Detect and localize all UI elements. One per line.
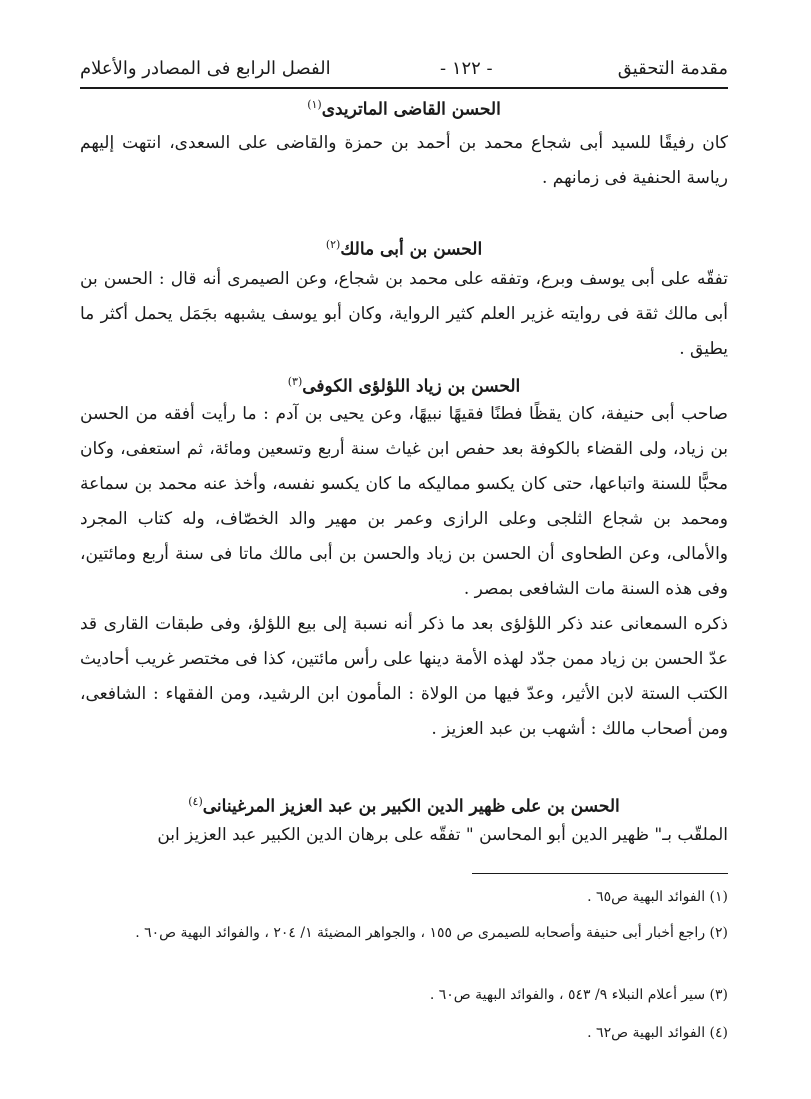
footnote-marker: (٤) (188, 795, 203, 808)
entry-paragraph: كان رفيقًا للسيد أبى شجاع محمد بن أحمد بن حمزة والقاضى على السعدى، انتهت إليهم رياسة الحنفية فى زمانهم . (80, 133, 728, 188)
footnote: (٤) الفوائد البهية ص٦٢ . (587, 1025, 728, 1041)
header-page-number: - ١٢٢ - (440, 58, 493, 79)
entry-title: الحسن بن أبى مالك (340, 239, 483, 260)
entry-paragraph: صاحب أبى حنيفة، كان يقظًا فطنًا فقيهًا نبيهًا، وعن يحيى بن آدم : ما رأيت أفقه من الحسن بن زياد، ولى القضاء بالكوفة بعد حفص ابن غياث سنة أربع وتسعين ومائة، ثم استعفى، وكان محبًّا للسنة واتباعها، حتى كان يكسو مماليكه ما كان يكسو نفسه، وأخذ عنه محمد بن سماعة ومحمد بن شجاع الثلجى وعلى الرازى وعمر بن مهير والد الخصّاف، وله كتاب المجرد والأمالى، وعن الطحاوى أن الحسن بن زياد والحسن بن أبى مالك ماتا فى سنة أربع ومائتين، وفى هذه السنة مات الشافعى بمصر . (80, 404, 728, 599)
entry-paragraph: ذكره السمعانى عند ذكر اللؤلؤى بعد ما ذكر أنه نسبة إلى بيع اللؤلؤ، وفى طبقات القارى قد عدّ الحسن بن زياد ممن جدّد لهذه الأمة دينها على رأس مائتين، كذا فى مختصر غريب أحاديث الكتب الستة لابن الأثير، وعدّ فيها من الولاة : المأمون ابن الرشيد، ومن الفقهاء : الشافعى، ومن أصحاب مالك : أشهب بن عبد العزيز . (80, 614, 728, 739)
entry-paragraph: تفقّه على أبى يوسف وبرع، وتفقه على محمد بن شجاع، وعن الصيمرى أنه قال : الحسن بن أبى مالك ثقة فى روايته غزير العلم كثير الرواية، وكان أبو يوسف يشبهه بجَمَل يحمل أكثر ما يطيق . (80, 269, 728, 359)
footnote: (١) الفوائد البهية ص٦٥ . (587, 889, 728, 905)
header-chapter-title: الفصل الرابع فى المصادر والأعلام (80, 58, 331, 79)
entry-heading (80, 368, 728, 401)
footnote-divider (472, 873, 728, 874)
footnote: (٣) سير أعلام النبلاء ٩/ ٥٤٣ ، والفوائد البهية ص٦٠ . (429, 987, 728, 1003)
header-divider (80, 87, 728, 89)
page-header (80, 52, 728, 86)
entry-heading (80, 231, 728, 264)
footnote: (٢) راجع أخبار أبى حنيفة وأصحابه للصيمرى ص ١٥٥ ، والجواهر المضيئة ١/ ٢٠٤ ، والفوائد البهية ص٦٠ . (135, 925, 728, 941)
entry-heading (80, 91, 728, 124)
footnote-marker: (١) (307, 98, 322, 111)
entry-title: الحسن بن زياد اللؤلؤى الكوفى (302, 376, 521, 397)
entry-title: الحسن بن على ظهير الدين الكبير بن عبد العزيز المرغينانى (202, 796, 620, 817)
footnote-marker: (٢) (325, 238, 341, 251)
header-book-section: مقدمة التحقيق (617, 58, 728, 79)
footnote-marker: (٣) (287, 375, 303, 388)
entry-paragraph: الملقّب بـ" ظهير الدين أبو المحاسن " تفقّه على برهان الدين الكبير عبد العزيز ابن (157, 825, 728, 845)
entry-title: الحسن القاضى الماتريدى (321, 99, 501, 120)
entry-heading (80, 788, 728, 821)
